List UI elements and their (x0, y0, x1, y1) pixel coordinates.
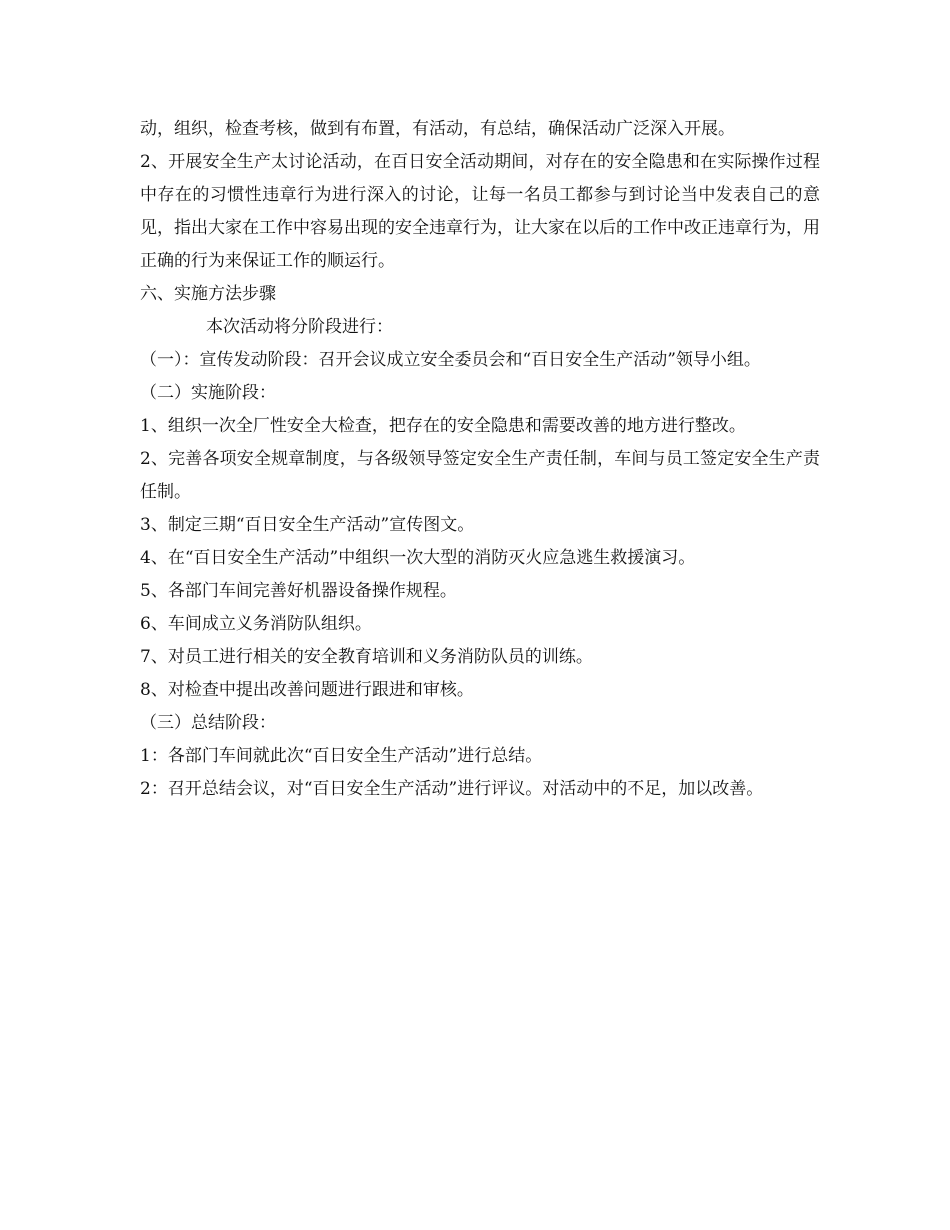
subsection-heading: （二）实施阶段： (140, 383, 276, 403)
list-item: 1：各部门车间就此次“百日安全生产活动”进行总结。 (140, 746, 543, 766)
paragraph: 2、开展安全生产太讨论活动，在百日安全活动期间，对存在的安全隐患和在实际操作过程中存在的习惯性违章行为进行深入的讨论，让每一名员工都参与到讨论当中发表自己的意见，指出大家在工作中容易出现的安全违章行为，让大家在以后的工作中改正违章行为，用正确的行为来保证工作的顺运行。 (140, 152, 820, 271)
list-item: 7、对员工进行相关的安全教育培训和义务消防队员的训练。 (140, 647, 593, 667)
list-item: 2、完善各项安全规章制度，与各级领导签定安全生产责任制，车间与员工签定安全生产责任制。 (140, 449, 820, 502)
paragraph: 本次活动将分阶段进行： (206, 317, 393, 337)
list-item: 3、制定三期“百日安全生产活动”宣传图文。 (140, 515, 475, 535)
subsection-heading: （三）总结阶段： (140, 713, 276, 733)
list-item: 8、对检查中提出改善问题进行跟进和审核。 (140, 680, 474, 700)
list-item: 6、车间成立义务消防队组织。 (140, 614, 372, 634)
list-item: 5、各部门车间完善好机器设备操作规程。 (140, 581, 457, 601)
paragraph: （一）：宣传发动阶段：召开会议成立安全委员会和“百日安全生产活动”领导小组。 (140, 350, 761, 370)
list-item: 2：召开总结会议，对“百日安全生产活动”进行评议。对活动中的不足，加以改善。 (140, 779, 764, 799)
section-heading: 六、实施方法步骤 (140, 284, 276, 304)
list-item: 4、在“百日安全生产活动”中组织一次大型的消防灭火应急逃生救援演习。 (140, 548, 696, 568)
list-item: 1、组织一次全厂性安全大检查，把存在的安全隐患和需要改善的地方进行整改。 (140, 416, 746, 436)
paragraph: 动，组织，检查考核，做到有布置，有活动，有总结，确保活动广泛深入开展。 (140, 119, 735, 139)
document-body (140, 113, 820, 806)
